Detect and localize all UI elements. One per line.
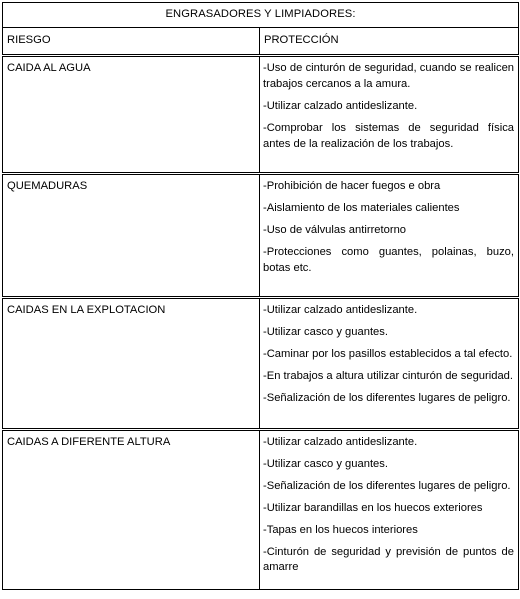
protection-item: -Cinturón de seguridad y previsión de puntos de amarre [263, 545, 515, 574]
risk-protection-table [2, 2, 519, 590]
protection-cell [260, 430, 519, 590]
risk-cell: CAIDAS A DIFERENTE ALTURA [3, 430, 260, 590]
protection-item: -En trabajos a altura utilizar cinturón de seguridad. [263, 369, 513, 382]
protection-cell [260, 56, 519, 174]
table-row [3, 174, 519, 298]
protection-item: -Comprobar los sistemas de seguridad física antes de la realización de los trabajos. [263, 121, 515, 150]
protection-item: -Uso de válvulas antirretorno [263, 223, 407, 236]
protection-item: -Utilizar casco y guantes. [263, 457, 388, 470]
protection-item: -Tapas en los huecos interiores [263, 523, 418, 536]
protection-item: -Utilizar calzado antideslizante. [263, 304, 418, 316]
risk-cell: QUEMADURAS [3, 174, 260, 298]
protection-item: -Aislamiento de los materiales calientes [263, 201, 460, 214]
protection-item: -Utilizar calzado antideslizante. [263, 99, 418, 112]
table-title: ENGRASADORES Y LIMPIADORES: [3, 3, 519, 28]
table-row [3, 430, 519, 590]
protection-item: -Protecciones como guantes, polainas, buzo, botas etc. [263, 245, 515, 274]
risk-cell: CAIDA AL AGUA [3, 56, 260, 174]
protection-item: -Caminar por los pasillos establecidos a tal efecto. [263, 347, 513, 360]
table-row [3, 298, 519, 430]
header-proteccion: PROTECCIÓN [260, 28, 519, 56]
table-title-row [3, 3, 519, 28]
protection-item: -Utilizar casco y guantes. [263, 325, 388, 338]
protection-item: -Utilizar barandillas en los huecos exteriores [263, 501, 483, 514]
protection-item: -Señalización de los diferentes lugares de peligro. [263, 479, 511, 492]
table-header-row [3, 28, 519, 56]
protection-cell [260, 174, 519, 298]
protection-item: -Uso de cinturón de seguridad, cuando se realicen trabajos cercanos a la amura. [263, 62, 515, 90]
table-row [3, 56, 519, 174]
risk-cell: CAIDAS EN LA EXPLOTACION [3, 298, 260, 430]
protection-item: -Prohibición de hacer fuegos e obra [263, 180, 441, 192]
protection-cell [260, 298, 519, 430]
protection-item: -Utilizar calzado antideslizante. [263, 436, 418, 448]
protection-item: -Señalización de los diferentes lugares de peligro. [263, 391, 511, 404]
header-riesgo: RIESGO [3, 28, 260, 56]
